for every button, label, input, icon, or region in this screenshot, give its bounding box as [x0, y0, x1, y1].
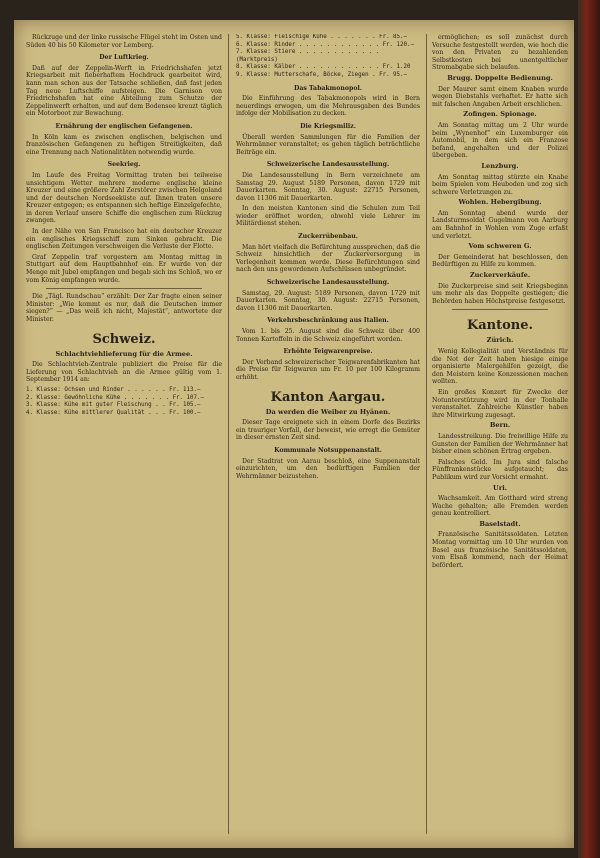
article-text: Die Schlachtvieh-Zentrale publiziert die Preise für die Lieferung von Schlachtvieh an die Armee gültig vom 1. September 1914 an:	[26, 361, 222, 384]
price-line: 4. Klasse: Kühe mittlerer Qualität . . . Fr. 100.—	[26, 409, 201, 416]
article-text: Die Einführung des Tabakmonopols wird in Bern neuerdings erwogen, um die Mehrausgaben des Bundes infolge der Mobilisation zu decken.	[236, 95, 420, 118]
column-3	[432, 34, 568, 842]
article-heading: Die Kriegsmiliz.	[300, 122, 356, 130]
article-heading: Zofingen. Spionage.	[463, 110, 537, 119]
price-line: 3. Klasse: Kühe mit guter Fleischung . . Fr. 105.—	[26, 402, 201, 409]
article-text: Wenig Kollegialität und Verständnis für die Not der Zeit haben hiesige einige organisierte Malergehilfen gezeigt, die den Meistern keine Konzessionen machen wollten.	[432, 348, 568, 386]
article-text: ermöglichen; es soll zunächst durch Versuche festgestellt werden, wie hoch die von den Privaten zu bezahlenden Selbstkosten bei unentgeltlicher Stromabgabe sich belaufen.	[432, 34, 568, 72]
book-spine	[578, 0, 600, 858]
article-heading: Da werden die Weiber zu Hyänen.	[265, 407, 391, 416]
article-text: Wachsamkeit. Am Gotthard wird streng Wache gehalten; alle Fremden werden genau kontrolliert.	[432, 495, 568, 518]
price-line: 8. Klasse: Kälber . . . . . . . . . . . . Fr. 1.20	[236, 64, 411, 71]
article-text: Der Maurer samt einem Knaben wurde wegen Diebstahls verhaftet. Er hatte sich mit falschen Angaben Arbeit erschlichen.	[432, 85, 568, 108]
article-heading: Lenzburg.	[481, 161, 519, 170]
article-text: In den meisten Kantonen sind die Schulen zum Teil wieder eröffnet worden, obwohl viele Lehrer im Militärdienst stehen.	[236, 205, 420, 228]
article-text: Der Verband schweizerischer Teigwarenfabrikanten hat die Preise für Teigwaren um Fr. 10 per 100 Kilogramm erhöht.	[236, 358, 420, 381]
article-text: Im Laufe des Freitag Vormittag traten bei teilweise unsichtigem Wetter mehrere moderne englische kleine Kreuzer und eine größere Zahl Zerstörer zwischen Helgoland und der deutschen Nordseeküste auf. Ihnen traten unsere Kreuzer entgegen; es entspannen sich heftige Einzelgefechte, in deren Verlauf unsere Schiffe die englischen zum Rückzug zwangen.	[26, 171, 222, 225]
article-text: Ein großes Konzert für Zwecke der Notunterstützung wird in der Tonhalle veranstaltet. Zahlreiche Künstler haben ihre Mitwirkung zugesagt.	[432, 388, 568, 419]
article-text: Falsches Geld. Im Jura sind falsche Fünffrankenstücke aufgetaucht; das Publikum wird zur Vorsicht ermahnt.	[432, 458, 568, 481]
article-text: Am Sonntag mittag stürzte ein Knabe beim Spielen vom Heuboden und zog sich schwere Verletzungen zu.	[432, 173, 568, 196]
section-title: Schweiz.	[92, 331, 156, 347]
article-heading: Das Tabakmonopol.	[294, 84, 362, 92]
article-text: In Köln kam es zwischen englischen, belgischen und französischen Gefangenen zu heftigen Streitigkeiten, daß eine Trennung nach Nationalitäten notwendig wurde.	[26, 133, 222, 156]
article-text: Am Sonntag abend wurde der Landsturmsoldat Gugelmann von Aarburg am Bahnhof in Wohlen vom Zuge erfaßt und verletzt.	[432, 209, 568, 240]
price-line: 5. Klasse: Fleischige Kühe . . . . . . . Fr. 85.—	[236, 34, 408, 40]
article-heading: Ernährung der englischen Gefangenen.	[55, 122, 193, 130]
article-heading: Schweizerische Landesausstellung.	[266, 161, 390, 169]
price-line: 9. Klasse: Mutterschafe, Böcke, Ziegen . Fr. 95.—	[236, 71, 408, 78]
article-text: Die Landesausstellung in Bern verzeichnete am Samstag 29. August 5189 Personen, davon 1729 mit Dauerkarten. Sonntag, 30. August: 22715 Personen, davon 11306 mit Dauerkarten.	[236, 171, 420, 202]
article-text: In der Nähe von San Francisco hat ein deutscher Kreuzer ein englisches Kriegsschiff zum Sinken gebracht. Die englischen Zeitungen verschweigen die Verluste der Flotte.	[26, 228, 222, 251]
article-heading: Schweizerische Landesausstellung.	[266, 279, 390, 287]
canton-heading: Bern.	[489, 421, 511, 430]
article-text: Überall werden Sammlungen für die Familien der Wehrmänner veranstaltet; es gehen täglich beträchtliche Beiträge ein.	[236, 133, 420, 156]
article-heading: Erhöhte Teigwarenpreise.	[283, 348, 373, 356]
article-text: Der Stadtrat von Aarau beschloß, eine Suppenanstalt einzurichten, um den bedürftigen Familien der Wehrmänner beizustehen.	[236, 457, 420, 480]
article-text: Die Zuckerpreise sind seit Kriegsbeginn um mehr als das Doppelte gestiegen; die Behörden haben Höchstpreise festgesetzt.	[432, 282, 568, 305]
article-text: Am Sonntag mittag um 2 Uhr wurde beim „Wynenhof“ ein Luxemburger ein Automobil, in dem sich ein Franzose befand, angehalten und der Polizei übergeben.	[432, 121, 568, 160]
price-line: 7. Klasse: Stiere . . . . . . . . . . . . (Marktpreis)	[236, 49, 380, 63]
article-heading: Brugg. Doppelte Bedienung.	[447, 73, 553, 82]
section-title: Kanton Aargau.	[270, 389, 386, 405]
article-heading: Seekrieg.	[107, 161, 141, 169]
newspaper-page	[14, 20, 574, 848]
article-heading: Zuckerverkäufe.	[469, 271, 531, 280]
column-2	[236, 34, 420, 842]
article-heading: Wohlen. Hebergibung.	[458, 198, 542, 207]
article-text: Samstag, 29. August: 5189 Personen, davon 1729 mit Dauerkarten. Sonntag, 30. August: 22715 Personen, davon 11306 mit Dauerkarten.	[236, 289, 420, 312]
article-text: Rückzuge und der linke russische Flügel steht im Osten und Süden 40 bis 50 Kilometer vor Lemberg.	[26, 34, 222, 49]
article-text: Dieser Tage ereignete sich in einem Dorfe des Bezirks ein trauriger Vorfall, der beweist, wie erregt die Gemüter in dieser ernsten Zeit sind.	[236, 419, 420, 442]
article-heading: Der Luftkrieg.	[99, 54, 149, 62]
canton-heading: Baselstadt.	[479, 519, 521, 528]
section-title: Kantone.	[466, 318, 534, 334]
price-line: 1. Klasse: Ochsen und Rinder . . . . . . Fr. 113.—	[26, 386, 201, 393]
article-heading: Schlachtviehlieferung für die Armee.	[55, 349, 193, 358]
article-text: Landesstreikung. Die freiwillige Hilfe zu Gunsten der Familien der Wehrmänner hat bisher einen schönen Ertrag ergeben.	[432, 432, 568, 456]
article-heading: Verkehrsbeschränkung aus Italien.	[267, 317, 389, 325]
price-line: 2. Klasse: Gewöhnliche Kühe . . . . . . . Fr. 107.—	[26, 394, 204, 401]
article-heading: Kommunale Notsuppenanstalt.	[274, 446, 382, 454]
column-rule	[228, 34, 229, 834]
article-text: Daß auf der Zeppelin-Werft in Friedrichshafen jetzt Kriegsarbeit mit fieberhaftem Hochdruck gearbeitet wird, kann man schon aus der Tatsache schließen, daß fast jeden Tag neue Luftschiffe aufsteigen. Die Garnison von Friedrichshafen hat eine Abteilung zum Schutze der Zeppelinwerft erhalten, und auf dem Bodensee kreuzt täglich ein Motorboot zur Bewachung.	[26, 64, 222, 118]
separator	[452, 309, 548, 310]
article-text: Man hört vielfach die Befürchtung aussprechen, daß die Schweiz hinsichtlich der Zuckerversorgung in Verlegenheit kommen werde. Diese Befürchtungen sind nach den uns gewordenen Aufschlüssen unbegründet.	[236, 243, 420, 274]
separator	[46, 288, 202, 289]
canton-heading: Uri.	[492, 483, 508, 492]
article-heading: Zuckerrübenbau.	[298, 233, 358, 241]
article-text: Der Gemeinderat hat beschlossen, den Bedürftigen zu Hilfe zu kommen.	[432, 253, 568, 269]
article-text: Französische Sanitätssoldaten. Letzten Montag vormittag um 10 Uhr wurden von Basel aus französische Sanitätssoldaten, vom Elsaß kommend, nach der Heimat befördert.	[432, 531, 568, 569]
canton-heading: Zürich.	[486, 336, 514, 345]
article-text: Graf Zeppelin traf vorgestern am Montag mittag in Stuttgart auf dem Hauptbahnhof ein. Er wurde von der Menge mit Jubel empfangen und begab sich ins Schloß, wo er vom König empfangen wurde.	[26, 253, 222, 284]
article-text: Die „Tägl. Rundschau“ erzählt: Der Zar fragte einen seiner Minister: „Wie kommt es nur, daß die Deutschen immer siegen?“ — „Das weiß ich nicht, Majestät“, antwortete der Minister.	[26, 293, 222, 323]
price-line: 6. Klasse: Rinder . . . . . . . . . . . . Fr. 120.—	[236, 41, 414, 48]
column-rule	[426, 34, 427, 834]
article-text: Vom 1. bis 25. August sind die Schweiz über 400 Tonnen Kartoffeln in die Schweiz eingeführt worden.	[236, 328, 420, 343]
article-heading: Vom schweren G.	[468, 242, 532, 251]
column-1	[26, 34, 222, 842]
